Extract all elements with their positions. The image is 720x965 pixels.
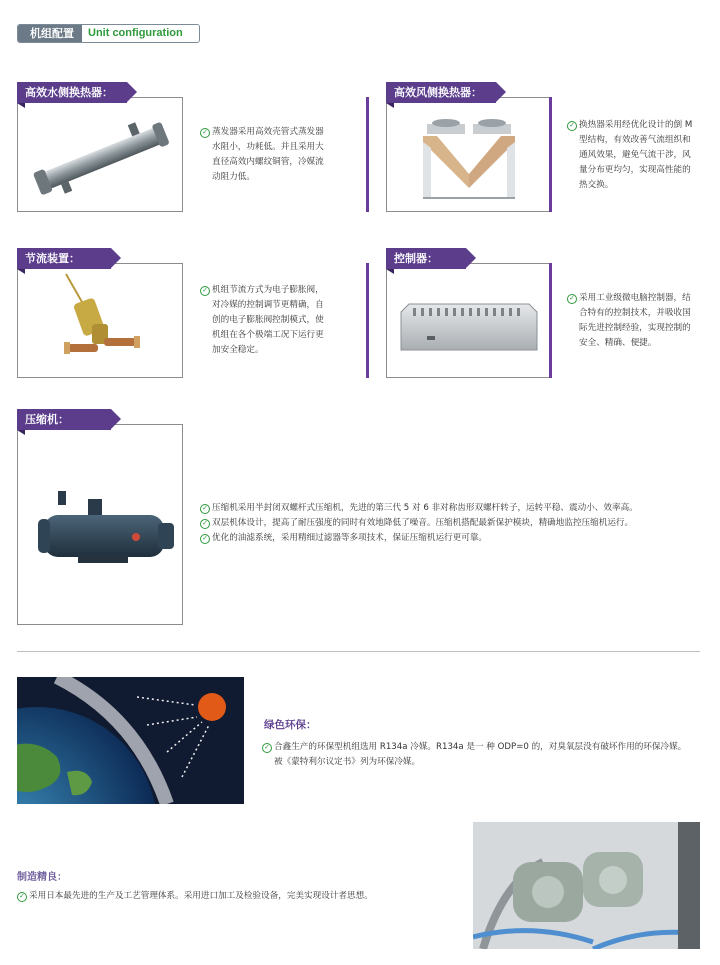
water-hx-line: ✓ 蒸发器采用高效壳管式蒸发器 [200,125,360,140]
throttle-image-box [17,263,183,378]
manufacturing-line: ✓ 采用日本最先进的生产及工艺管理体系。采用进口加工及检验设备，完美实现设计者思想。 [17,889,457,904]
water-hx-image-box [17,97,183,212]
compressor-item: ✓ 压缩机采用半封闭双螺杆式压缩机，先进的第三代 5 对 6 非对称齿形双螺杆转子，运转平稳、震动小、效率高。 [200,501,700,516]
controller-side-bar [549,263,552,378]
air-hx-line: 通风效果，避免气流干涉，风 [579,150,691,160]
manufacturing-title: 制造精良： [17,872,67,883]
throttle-title: 节流装置： [17,248,111,269]
green-line: ✓ 合鑫生产的环保型机组选用 R134a 冷媒。R134a 是一 种 ODP=0 的，对臭氧层没有破坏作用的环保冷媒。 [262,740,712,755]
green-title: 绿色环保： [264,719,317,731]
controller-image-box [386,263,552,378]
green-text [262,740,712,770]
section-header [17,24,200,43]
header-title-cn: 机组配置 [18,25,82,42]
air-hx-line: 热交换。 [579,180,614,190]
ozone-earth-image [17,677,244,804]
air-hx-image-box [386,97,552,212]
water-hx-text [200,125,360,185]
pressure-transmitter-image [473,822,700,949]
controller-line: 际先进控制经验，实现控制的 [579,323,691,333]
compressor-item: ✓ 优化的油滤系统，采用精细过滤器等多项技术，保证压缩机运行更可靠。 [200,531,700,546]
header-title-en: Unit configuration [82,25,199,42]
throttle-line: 机组在各个极端工况下运行更 [212,330,324,340]
compressor-title: 压缩机： [17,409,111,430]
screw-compressor-image [18,425,182,624]
throttle-side-bar [366,263,369,378]
shell-tube-evaporator-image [18,98,182,211]
air-hx-line: ✓ 换热器采用经优化设计的倒 M [567,118,712,133]
controller-text [567,291,712,351]
green-line: 被《蒙特利尔议定书》列为环保冷媒。 [274,757,421,767]
compressor-image-box [17,424,183,625]
water-hx-side-bar [366,97,369,212]
controller-unit-image [387,264,551,377]
controller-line: 合特有的控制技术，并吸收国 [579,308,691,318]
throttle-text [200,283,360,358]
compressor-text [200,501,700,546]
water-hx-line: 直径高效内螺纹铜管，冷媒流 [212,157,324,167]
expansion-valve-image [18,264,182,377]
air-hx-side-bar [549,97,552,212]
water-hx-line: 水阻小，功耗低。并且采用大 [212,142,324,152]
controller-line: 安全、精确、便捷。 [579,338,657,348]
throttle-line: 对冷媒的控制调节更精确，自 [212,300,324,310]
throttle-line: ✓ 机组节流方式为电子膨胀阀， [200,283,360,298]
controller-title: 控制器： [386,248,466,269]
throttle-line: 加安全稳定。 [212,345,264,355]
air-hx-text [567,118,712,193]
water-hx-title: 高效水侧换热器： [17,82,127,103]
compressor-item: ✓ 双层机体设计，提高了耐压强度的同时有效地降低了噪音。压缩机搭配最新保护模块，精确地监控压缩机运行。 [200,516,700,531]
air-hx-line: 型结构，有效改善气流组织和 [579,135,691,145]
water-hx-line: 动阻力低。 [212,172,255,182]
air-hx-title: 高效风侧换热器： [386,82,496,103]
m-coil-exchanger-image [387,98,551,211]
air-hx-line: 量分布更均匀，实现高性能的 [579,165,691,175]
controller-line: ✓ 采用工业级微电脑控制器，结 [567,291,712,306]
section-divider [17,651,700,652]
manufacturing-text [17,889,457,904]
throttle-line: 创的电子膨胀阀控制模式，使 [212,315,324,325]
